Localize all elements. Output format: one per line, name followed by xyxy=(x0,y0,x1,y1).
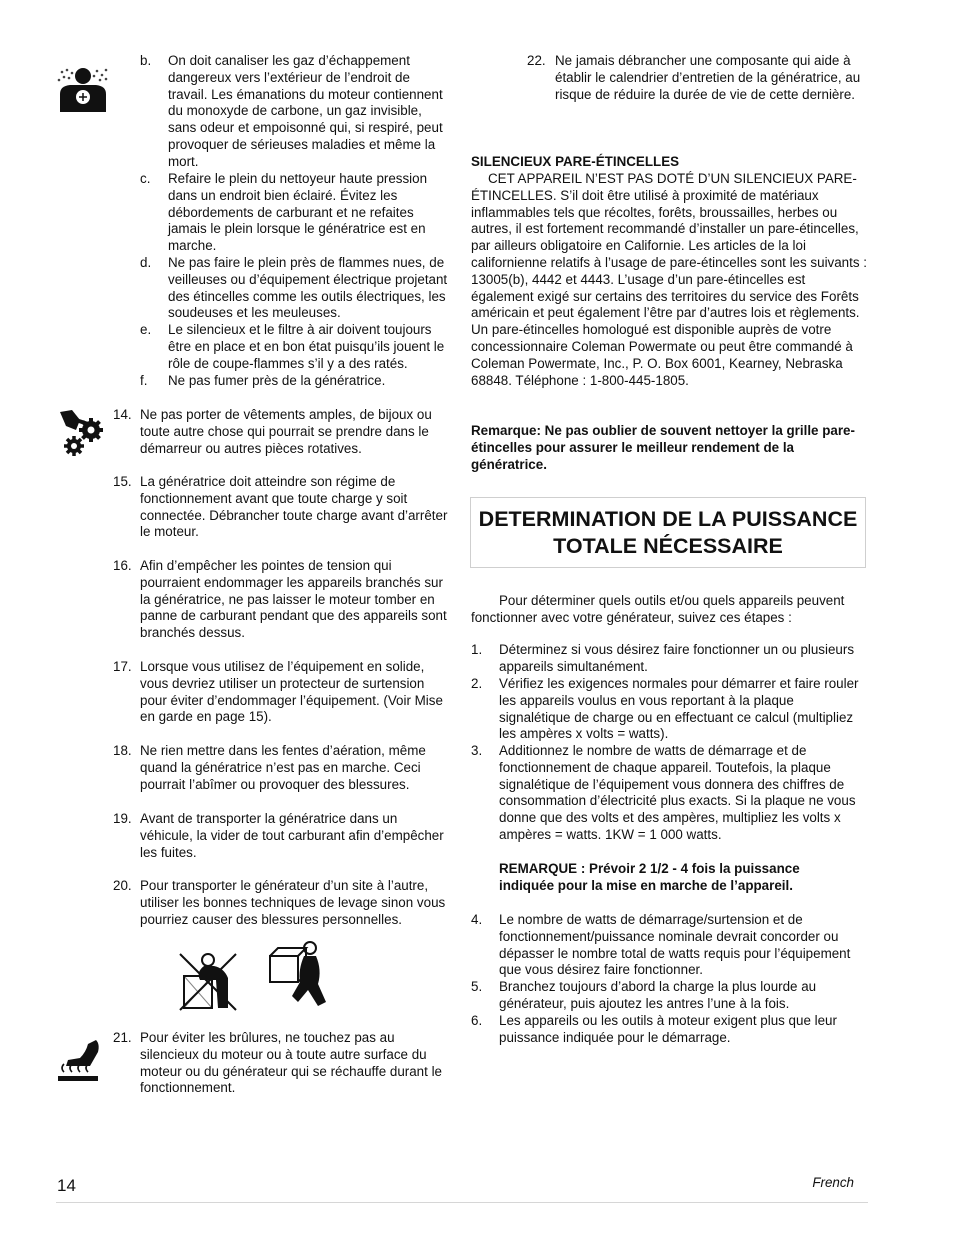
item-text: Ne rien mettre dans les fentes d’aération, même quand la génératrice n’est pas en marche. Ceci pourrait l’abîmer ou provoquer des blessures. xyxy=(140,743,426,792)
spark-arrestor-heading: SILENCIEUX PARE-ÉTINCELLES xyxy=(471,154,680,169)
step-text: Branchez toujours d’abord la charge la plus lourde au générateur, puis ajoutez les antres l’une à la fois. xyxy=(499,979,817,1011)
item-20 xyxy=(113,878,452,928)
item-label: 15. xyxy=(113,474,132,489)
item-label: 14. xyxy=(113,407,132,422)
step-text: Vérifiez les exigences normales pour démarrer et faire rouler les appareils voulus en vous reportant à la plaque signalétique de charge ou en effectuant ce calcul (multipliez les ampères x volts = watts). xyxy=(499,676,859,742)
power-remark: REMARQUE : Prévoir 2 1/2 - 4 fois la puissance indiquée pour la mise en marche de l’appareil. xyxy=(499,861,800,893)
step-label: 1. xyxy=(471,642,483,657)
step-label: 3. xyxy=(471,743,483,758)
item-16 xyxy=(113,558,452,642)
item-label: 18. xyxy=(113,743,132,758)
sub-item-text: Ne pas faire le plein près de flammes nues, de veilleuses ou d’équipement électrique projetant des étincelles comme les outils électriques, les soudeuses et les meuleuses. xyxy=(168,255,448,321)
step-4 xyxy=(471,912,868,979)
step-label: 6. xyxy=(471,1013,483,1028)
spark-arrestor-remark: Remarque: Ne pas oublier de souvent nettoyer la grille pare-étincelles pour assurer le meilleur rendement de la génératrice. xyxy=(471,423,855,472)
step-label: 4. xyxy=(471,912,483,927)
sub-item-e xyxy=(140,322,452,372)
item-text: Ne jamais débrancher une composante qui aide à établir le calendrier d’entretien de la génératrice, au risque de réduire la durée de vie de cette dernière. xyxy=(555,53,861,102)
footer-language: French xyxy=(812,1175,854,1190)
sub-item-label: c. xyxy=(140,171,151,186)
item-label: 21. xyxy=(113,1030,132,1045)
step-text: Le nombre de watts de démarrage/surtension et de fonctionnement/puissance nominale devrait concorder ou dépasser le nombre total de watts requis pour l’équipement que vous désirez faire fonctionner. xyxy=(499,912,851,978)
item-text: La génératrice doit atteindre son régime de fonctionnement avant que toute charge y soit connectée. Débrancher toute charge avant d’arrêter le moteur. xyxy=(140,474,448,540)
footer-rule xyxy=(56,1202,868,1203)
item-14 xyxy=(113,407,452,457)
sub-item-label: f. xyxy=(140,373,148,388)
item-label: 20. xyxy=(113,878,132,893)
step-6 xyxy=(471,1013,868,1047)
page-number: 14 xyxy=(57,1176,76,1195)
item-19 xyxy=(113,811,452,861)
item-21 xyxy=(113,1030,452,1097)
section-title-line-2: TOTALE NÉCESSAIRE xyxy=(553,533,783,558)
section-title xyxy=(479,506,858,560)
item-text: Afin d’empêcher les pointes de tension qui pourraient endommager les appareils branchés sur la génératrice, ne pas laisser le moteur tomber en panne de carburant pendant que des appareils sont branchés dessus. xyxy=(140,558,447,641)
item-text: Pour éviter les brûlures, ne touchez pas au silencieux du moteur ou à toute autre surface du moteur ou du générateur qui se réchauffe durant le fonctionnement. xyxy=(140,1030,442,1096)
item-label: 22. xyxy=(527,53,546,68)
item-label: 16. xyxy=(113,558,132,573)
sub-item-label: b. xyxy=(140,53,152,68)
step-label: 2. xyxy=(471,676,483,691)
step-text: Déterminez si vous désirez faire fonctionner un ou plusieurs appareils simultanément. xyxy=(499,642,855,674)
sub-item-text: Ne pas fumer près de la génératrice. xyxy=(168,373,386,388)
item-22 xyxy=(527,53,868,103)
improper-lift-icon xyxy=(178,950,240,1012)
toxic-fumes-icon xyxy=(56,66,110,112)
item-15 xyxy=(113,474,452,541)
step-3 xyxy=(471,743,868,844)
sub-item-text: Le silencieux et le filtre à air doivent toujours être en place et en bon état puisqu’ils jouent le rôle de coupe-flammes s’il y a des ratés. xyxy=(168,322,445,371)
sub-item-f xyxy=(140,373,452,390)
step-text: Les appareils ou les outils à moteur exigent plus que leur puissance indiquée pour le démarrage. xyxy=(499,1013,837,1045)
section-title-box xyxy=(470,497,866,568)
item-text: Pour transporter le générateur d’un site à l’autre, utiliser les bonnes techniques de levage sinon vous pourriez causer des blessures personnelles. xyxy=(140,878,446,927)
sub-item-b xyxy=(140,53,452,171)
sub-item-c xyxy=(140,171,452,255)
step-1 xyxy=(471,642,868,676)
step-text: Additionnez le nombre de watts de démarrage et de fonctionnement de chaque appareil. Toutefois, la plaque signalétique de l’équipement vous donnera des chiffres de consommation d’électricité plus exacts. Si la plaque ne vous donne que des volts et des ampères, multipliez les volts x ampères = watts. 1KW = 1 000 watts. xyxy=(499,743,856,842)
step-2 xyxy=(471,676,868,743)
item-17 xyxy=(113,659,452,726)
entanglement-icon xyxy=(58,408,104,458)
hot-surface-icon xyxy=(56,1038,102,1084)
sub-item-text: On doit canaliser les gaz d’échappement dangereux vers l’extérieur de l’endroit de travail. Les émanations du moteur contiennent du monoxyde de carbone, un gaz invisible, sans odeur et empoisonné qui, si respiré, peut provoquer de sérieuses maladies et même la mort. xyxy=(168,53,443,169)
proper-lift-icon xyxy=(266,940,332,1012)
sub-item-d xyxy=(140,255,452,322)
item-text: Ne pas porter de vêtements amples, de bijoux ou toute autre chose qui pourrait se prendre dans le démarreur ou autres pièces rotatives. xyxy=(140,407,432,456)
step-5 xyxy=(471,979,868,1013)
item-18 xyxy=(113,743,452,793)
item-label: 19. xyxy=(113,811,132,826)
spark-arrestor-body: CET APPAREIL N’EST PAS DOTÉ D’UN SILENCIEUX PARE-ÉTINCELLES. S’il doit être utilisé à proximité de matériaux inflammables tels que récoltes, forêts, broussailles, herbes ou autres, il est fortement recommandé d’installer un pare-étincelles, par ailleurs obligatoire en Californie. Les articles de la loi californienne relatifs à l’usage de pare-étincelles sont les suivants : 13005(b), 4442 et 4443. L’usage d’un pare-étincelles est également exigé sur certains des territoires du service des Forêts américain et peut également l’être par d’autres lois et règlements. Un pare-étincelles homologué est disponible auprès de votre concessionnaire Coleman Powermate ou peut être commandé à Coleman Powermate, Inc., P. O. Box 6001, Kearney, Nebraska 68848. Téléphone : 1-800-445-1805. xyxy=(471,171,867,388)
sub-item-label: e. xyxy=(140,322,152,337)
sub-item-text: Refaire le plein du nettoyeur haute pression dans un endroit bien éclairé. Évitez les débordements de carburant et ne refaites jamais le plein lorsque le génératrice est en marche. xyxy=(168,171,428,254)
item-text: Lorsque vous utilisez de l’équipement en solide, vous devriez utiliser un protecteur de surtension pour éviter d’endommager l’équipement. (Voir Mise en garde en page 15). xyxy=(140,659,443,725)
section-title-line-1: DETERMINATION DE LA PUISSANCE xyxy=(478,506,858,531)
item-label: 17. xyxy=(113,659,132,674)
sub-item-label: d. xyxy=(140,255,152,270)
power-intro: Pour déterminer quels outils et/ou quels appareils peuvent fonctionner avec votre générateur, suivez ces étapes : xyxy=(471,593,845,625)
item-text: Avant de transporter la génératrice dans un véhicule, la vider de tout carburant afin d’empêcher les fuites. xyxy=(140,811,444,860)
step-label: 5. xyxy=(471,979,483,994)
